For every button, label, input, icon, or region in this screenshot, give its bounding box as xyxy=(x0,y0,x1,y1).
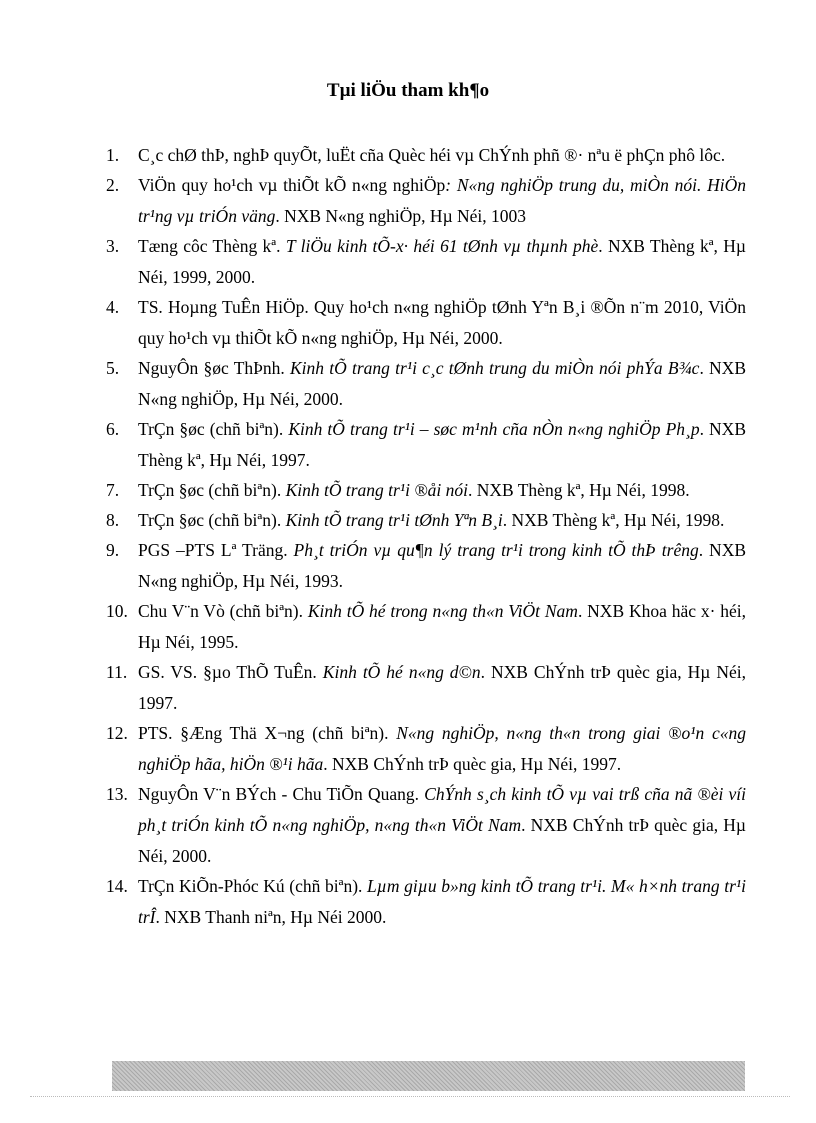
reference-item-7 xyxy=(106,475,746,506)
reference-text: Tæng côc Thèng kª. T liÖu kinh tÕ-x· héi 61 tØnh vµ thµnh phè. NXB Thèng kª, Hµ Néi, 1999, 2000. xyxy=(138,236,746,287)
page-bottom-rule xyxy=(30,1096,790,1097)
reference-text: TrÇn §øc (chñ biªn). Kinh tÕ trang tr¹i – søc m¹nh cña nÒn n«ng nghiÖp Ph¸p. NXB Thèng kª, Hµ Néi, 1997. xyxy=(138,419,746,470)
reference-item-9 xyxy=(106,535,746,597)
footer-bar xyxy=(112,1061,745,1091)
reference-text: TrÇn §øc (chñ biªn). Kinh tÕ trang tr¹i tØnh Yªn B¸i. NXB Thèng kª, Hµ Néi, 1998. xyxy=(138,510,725,530)
reference-text: TrÇn KiÕn-Phóc Kú (chñ biªn). Lµm giµu b»ng kinh tÕ trang tr¹i. M« h×nh trang tr¹i trÎ. NXB Thanh niªn, Hµ Néi 2000. xyxy=(138,876,746,927)
reference-item-11 xyxy=(106,657,746,719)
reference-text: TS. Hoµng TuÊn HiÖp. Quy ho¹ch n«ng nghiÖp tØnh Yªn B¸i ®Õn n¨m 2010, ViÖn quy ho¹ch vµ thiÕt kÕ n«ng nghiÖp, Hµ Néi, 2000. xyxy=(138,297,746,348)
reference-item-5 xyxy=(106,353,746,415)
reference-item-3 xyxy=(106,231,746,293)
reference-text: Chu V¨n Vò (chñ biªn). Kinh tÕ hé trong n«ng th«n ViÖt Nam. NXB Khoa häc x· héi, Hµ Néi, 1995. xyxy=(138,601,746,652)
reference-number: 3. xyxy=(106,236,120,256)
reference-number: 12. xyxy=(106,723,128,743)
reference-text: ViÖn quy ho¹ch vµ thiÕt kÕ n«ng nghiÖp: N«ng nghiÖp trung du, miÒn nói. HiÖn tr¹ng vµ triÓn väng. NXB N«ng nghiÖp, Hµ Néi, 1003 xyxy=(138,175,747,226)
reference-number: 10. xyxy=(106,601,128,621)
reference-list xyxy=(106,140,746,932)
reference-number: 5. xyxy=(106,358,120,378)
reference-item-14 xyxy=(106,871,746,933)
reference-text: NguyÔn §øc ThÞnh. Kinh tÕ trang tr¹i c¸c tØnh trung du miÒn nói phÝa B¾c. NXB N«ng nghiÖp, Hµ Néi, 2000. xyxy=(138,358,746,409)
reference-text: GS. VS. §µo ThÕ TuÊn. Kinh tÕ hé n«ng d©n. NXB ChÝnh trÞ quèc gia, Hµ Néi, 1997. xyxy=(138,662,746,713)
reference-item-1 xyxy=(106,140,746,171)
reference-number: 6. xyxy=(106,419,120,439)
reference-number: 2. xyxy=(106,175,120,195)
reference-text: TrÇn §øc (chñ biªn). Kinh tÕ trang tr¹i ®åi nói. NXB Thèng kª, Hµ Néi, 1998. xyxy=(138,480,690,500)
reference-number: 13. xyxy=(106,784,128,804)
reference-item-10 xyxy=(106,596,746,658)
reference-item-12 xyxy=(106,718,746,780)
reference-text: NguyÔn V¨n BÝch - Chu TiÕn Quang. ChÝnh s¸ch kinh tÕ vµ vai trß cña nã ®èi víi ph¸t triÓn kinh tÕ n«ng nghiÖp, n«ng th«n ViÖt Nam. NXB ChÝnh trÞ quèc gia, Hµ Néi, 2000. xyxy=(138,784,747,866)
reference-number: 11. xyxy=(106,662,128,682)
reference-text: C¸c chØ thÞ, nghÞ quyÕt, luËt cña Quèc héi vµ ChÝnh phñ ®· nªu ë phÇn phô lôc. xyxy=(138,145,726,165)
reference-text: PGS –PTS Lª Träng. Ph¸t triÓn vµ qu¶n lý trang tr¹i trong kinh tÕ thÞ trêng. NXB N«ng nghiÖp, Hµ Néi, 1993. xyxy=(138,540,747,591)
reference-number: 7. xyxy=(106,480,120,500)
reference-text: PTS. §Æng Thä X¬ng (chñ biªn). N«ng nghiÖp, n«ng th«n trong giai ®o¹n c«ng nghiÖp hãa, hiÖn ®¹i hãa. NXB ChÝnh trÞ quèc gia, Hµ Néi, 1997. xyxy=(138,723,746,774)
reference-item-4 xyxy=(106,292,746,354)
reference-number: 9. xyxy=(106,540,120,560)
reference-item-6 xyxy=(106,414,746,476)
page-title: Tµi liÖu tham kh¶o xyxy=(326,80,490,101)
reference-item-8 xyxy=(106,505,746,536)
reference-item-2 xyxy=(106,170,746,232)
reference-number: 4. xyxy=(106,297,120,317)
reference-number: 14. xyxy=(106,876,128,896)
reference-item-13 xyxy=(106,779,746,872)
reference-number: 8. xyxy=(106,510,120,530)
reference-number: 1. xyxy=(106,145,120,165)
